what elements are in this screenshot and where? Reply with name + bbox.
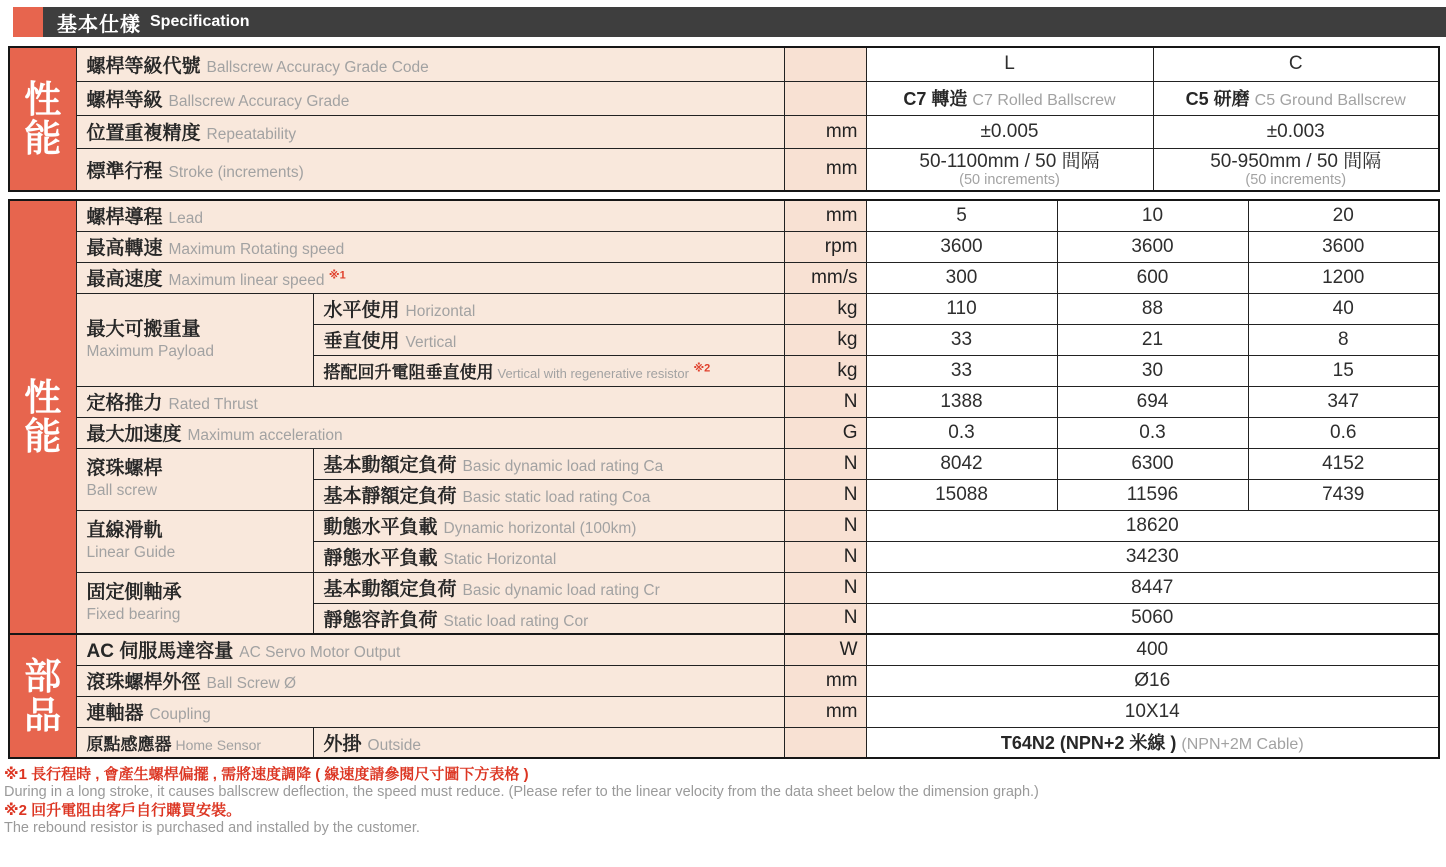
group-label-guide	[76, 510, 313, 572]
label-en: Static Horizontal	[443, 551, 557, 568]
label-en: Basic static load rating Coa	[462, 489, 651, 506]
value-vert-3: 8	[1248, 324, 1439, 355]
sidebar-label: 性能	[24, 376, 62, 457]
label-zh: 固定側軸承	[86, 582, 182, 604]
value-thrust-3: 347	[1248, 386, 1439, 417]
unit-cell: mm	[784, 200, 866, 231]
label-en: Ballscrew Accuracy Grade	[168, 92, 350, 110]
row-guide-dynamic	[9, 510, 1439, 541]
sublabel-cell	[313, 293, 784, 324]
value-ca-3: 4152	[1248, 448, 1439, 479]
label-zh: 標準行程	[86, 160, 163, 182]
row-max-rpm	[9, 231, 1439, 262]
page-title-zh: 基本仕樣	[57, 13, 141, 36]
label-en: Maximum linear speed	[168, 272, 325, 289]
label-zh: 靜態容許負荷	[323, 609, 438, 631]
label-en: AC Servo Motor Output	[239, 644, 401, 662]
label-zh: 水平使用	[323, 300, 400, 321]
value-ca-2: 6300	[1057, 448, 1248, 479]
value-stroke-c	[1153, 148, 1439, 191]
unit-cell: N	[784, 448, 866, 479]
unit-cell: kg	[784, 293, 866, 324]
label-en: Maximum Payload	[86, 342, 214, 360]
value-guide-dynamic: 18620	[866, 510, 1439, 541]
value-bearing-static: 5060	[866, 603, 1439, 634]
label-en: Basic dynamic load rating Ca	[462, 458, 664, 475]
value-rpm-3: 3600	[1248, 231, 1439, 262]
label-zh: 連軸器	[86, 703, 144, 724]
row-thrust	[9, 386, 1439, 417]
value-speed-1: 300	[866, 262, 1057, 293]
unit-cell: kg	[784, 324, 866, 355]
label-en: Outside	[367, 736, 421, 754]
value-coa-3: 7439	[1248, 479, 1439, 510]
sidebar-parts	[9, 634, 76, 758]
label-cell	[76, 696, 784, 727]
sidebar-performance	[9, 47, 76, 191]
footnotes	[4, 766, 1446, 838]
page-title-en: Specification	[150, 13, 250, 30]
label-zh: 直線滑軌	[86, 520, 163, 542]
value-en: C7 Rolled Ballscrew	[972, 92, 1116, 109]
row-max-speed	[9, 262, 1439, 293]
label-en: Ball Screw Ø	[206, 675, 297, 692]
row-screw-diameter	[9, 665, 1439, 696]
label-cell	[76, 148, 784, 191]
value-zh: C7 轉造	[903, 89, 968, 109]
label-en: Static load rating Cor	[443, 612, 589, 630]
label-zh: 最高速度	[86, 269, 163, 290]
section-header-bar	[43, 7, 1446, 37]
value-accel-1: 0.3	[866, 417, 1057, 448]
value-accel-3: 0.6	[1248, 417, 1439, 448]
row-ballscrew-dynamic	[9, 448, 1439, 479]
label-en: Basic dynamic load rating Cr	[462, 582, 660, 599]
spec-table-main	[8, 199, 1440, 759]
value-coa-2: 11596	[1057, 479, 1248, 510]
unit-cell: N	[784, 541, 866, 572]
label-en: Horizontal	[405, 303, 476, 320]
value-screw-diameter: Ø16	[866, 665, 1439, 696]
label-zh: 螺桿等級	[86, 89, 163, 111]
label-cell	[76, 231, 784, 262]
sublabel-cell	[313, 510, 784, 541]
label-zh: 基本靜額定負荷	[323, 486, 457, 507]
row-grade-code	[9, 47, 1439, 81]
sublabel-cell	[313, 324, 784, 355]
label-cell	[76, 115, 784, 148]
value-bearing-dynamic: 8447	[866, 572, 1439, 603]
unit-cell: mm	[784, 696, 866, 727]
label-en: Linear Guide	[86, 544, 176, 562]
label-en: Rated Thrust	[168, 396, 258, 413]
label-en: Coupling	[149, 706, 211, 723]
value-home-sensor	[866, 727, 1439, 758]
label-zh: 靜態水平負載	[323, 548, 438, 569]
label-cell	[76, 634, 784, 665]
value-lead-2: 10	[1057, 200, 1248, 231]
value-rpm-2: 3600	[1057, 231, 1248, 262]
sublabel-cell	[313, 448, 784, 479]
value-coupling: 10X14	[866, 696, 1439, 727]
value-thrust-2: 694	[1057, 386, 1248, 417]
label-en: Home Sensor	[175, 736, 262, 753]
group-label-payload	[76, 293, 313, 386]
value-horiz-1: 110	[866, 293, 1057, 324]
value-stroke-l	[866, 148, 1153, 191]
value-grade-l	[866, 81, 1153, 115]
value-rpm-1: 3600	[866, 231, 1057, 262]
value-grade-code-l: L	[866, 47, 1153, 81]
label-cell	[76, 417, 784, 448]
label-zh: 最大加速度	[86, 424, 182, 445]
label-cell	[76, 262, 784, 293]
unit-cell: N	[784, 479, 866, 510]
sidebar-label: 性能	[24, 78, 62, 159]
label-en: Repeatability	[206, 126, 297, 143]
value-grade-code-c: C	[1153, 47, 1439, 81]
label-cell	[76, 81, 784, 115]
label-zh: 滾珠螺桿外徑	[86, 672, 201, 693]
value-sub: (50 increments)	[1245, 171, 1347, 188]
value-thrust-1: 1388	[866, 386, 1057, 417]
footnote-1-zh: ※1 長行程時 , 會產生螺桿偏擺 , 需將速度調降 ( 線速度請參閱尺寸圖下方表格 )	[4, 766, 529, 783]
label-zh: 原點感應器	[86, 734, 172, 754]
footnote-1-en: During in a long stroke, it causes ballscrew deflection, the speed must reduce. (Please refer to the linear velocity from the data sheet below the dimension graph.)	[4, 784, 1039, 801]
footnote-ref-1: ※1	[328, 269, 346, 282]
label-zh: 基本動額定負荷	[323, 455, 457, 476]
label-en: Ball screw	[86, 482, 158, 500]
unit-cell: rpm	[784, 231, 866, 262]
row-coupling	[9, 696, 1439, 727]
value-regen-3: 15	[1248, 355, 1439, 386]
label-zh: AC 伺服馬達容量	[86, 641, 234, 663]
sublabel-cell	[313, 727, 784, 758]
value-repeat-l: ±0.005	[866, 115, 1153, 148]
value-lead-3: 20	[1248, 200, 1439, 231]
footnote-ref-2: ※2	[693, 362, 711, 375]
value-regen-2: 30	[1057, 355, 1248, 386]
value-sub: (50 increments)	[959, 171, 1060, 188]
value-speed-2: 600	[1057, 262, 1248, 293]
value-grade-c	[1153, 81, 1439, 115]
sublabel-cell	[313, 355, 784, 386]
unit-cell: kg	[784, 355, 866, 386]
value-speed-3: 1200	[1248, 262, 1439, 293]
label-zh: 最高轉速	[86, 238, 163, 259]
value-zh: C5 研磨	[1185, 89, 1250, 109]
label-zh: 螺桿等級代號	[86, 55, 201, 77]
sublabel-cell	[313, 572, 784, 603]
label-cell	[76, 47, 784, 81]
value-main: 50-950mm / 50 間隔	[1210, 151, 1382, 173]
label-zh: 動態水平負載	[323, 517, 438, 538]
label-cell	[76, 665, 784, 696]
sidebar-label: 部品	[24, 655, 62, 736]
row-home-sensor	[9, 727, 1439, 758]
label-en: Maximum Rotating speed	[168, 241, 345, 258]
unit-cell: G	[784, 417, 866, 448]
unit-cell	[784, 47, 866, 81]
unit-cell: mm	[784, 115, 866, 148]
unit-cell: N	[784, 603, 866, 634]
unit-cell	[784, 81, 866, 115]
value-vert-2: 21	[1057, 324, 1248, 355]
value-regen-1: 33	[866, 355, 1057, 386]
unit-cell	[784, 727, 866, 758]
value-guide-static: 34230	[866, 541, 1439, 572]
section-header	[13, 7, 1446, 37]
label-cell	[76, 200, 784, 231]
unit-cell: mm/s	[784, 262, 866, 293]
label-en: Maximum acceleration	[187, 427, 343, 444]
unit-cell: N	[784, 572, 866, 603]
label-zh: 外掛	[323, 733, 362, 755]
label-en: Dynamic horizontal (100km)	[443, 520, 637, 537]
row-accel	[9, 417, 1439, 448]
label-zh: 螺桿導程	[86, 207, 163, 229]
footnote-2-en: The rebound resistor is purchased and installed by the customer.	[4, 820, 420, 837]
spec-table-top	[8, 46, 1440, 192]
label-zh: 基本動額定負荷	[323, 579, 457, 600]
row-payload-horizontal	[9, 293, 1439, 324]
label-zh: 定格推力	[86, 393, 163, 414]
label-zh: 垂直使用	[323, 331, 400, 352]
value-ca-1: 8042	[866, 448, 1057, 479]
row-repeatability	[9, 115, 1439, 148]
sidebar-performance	[9, 200, 76, 634]
value-vert-1: 33	[866, 324, 1057, 355]
row-bearing-dynamic	[9, 572, 1439, 603]
sublabel-cell	[313, 541, 784, 572]
value-horiz-2: 88	[1057, 293, 1248, 324]
label-zh: 位置重複精度	[86, 123, 201, 144]
row-stroke	[9, 148, 1439, 191]
value-en: C5 Ground Ballscrew	[1254, 92, 1406, 109]
label-cell	[76, 386, 784, 417]
label-en: Vertical with regenerative resistor	[497, 366, 689, 381]
label-en: Vertical	[405, 334, 457, 351]
label-en: Ballscrew Accuracy Grade Code	[206, 58, 429, 76]
label-en: Lead	[168, 210, 203, 228]
label-zh: 滾珠螺桿	[86, 458, 163, 480]
unit-cell: mm	[784, 148, 866, 191]
label-en: Fixed bearing	[86, 605, 181, 623]
value-main: 50-1100mm / 50 間隔	[919, 151, 1100, 173]
label-en: Stroke (increments)	[168, 163, 304, 181]
label-zh: 搭配回升電阻垂直使用	[323, 363, 494, 382]
value-horiz-3: 40	[1248, 293, 1439, 324]
unit-cell: N	[784, 510, 866, 541]
value-coa-1: 15088	[866, 479, 1057, 510]
row-grade	[9, 81, 1439, 115]
label-cell	[76, 727, 313, 758]
sublabel-cell	[313, 479, 784, 510]
group-label-ballscrew	[76, 448, 313, 510]
value-en: (NPN+2M Cable)	[1181, 736, 1304, 754]
value-lead-1: 5	[866, 200, 1057, 231]
value-repeat-c: ±0.003	[1153, 115, 1439, 148]
value-servo: 400	[866, 634, 1439, 665]
footnote-2-zh: ※2 回升電阻由客戶自行購買安裝。	[4, 801, 242, 819]
value-zh: T64N2 (NPN+2 米線 )	[1000, 733, 1177, 754]
row-servo	[9, 634, 1439, 665]
unit-cell: mm	[784, 665, 866, 696]
label-zh: 最大可搬重量	[86, 318, 201, 340]
row-lead	[9, 200, 1439, 231]
sublabel-cell	[313, 603, 784, 634]
accent-square-icon	[13, 7, 43, 37]
unit-cell: W	[784, 634, 866, 665]
group-label-bearing	[76, 572, 313, 634]
value-accel-2: 0.3	[1057, 417, 1248, 448]
unit-cell: N	[784, 386, 866, 417]
